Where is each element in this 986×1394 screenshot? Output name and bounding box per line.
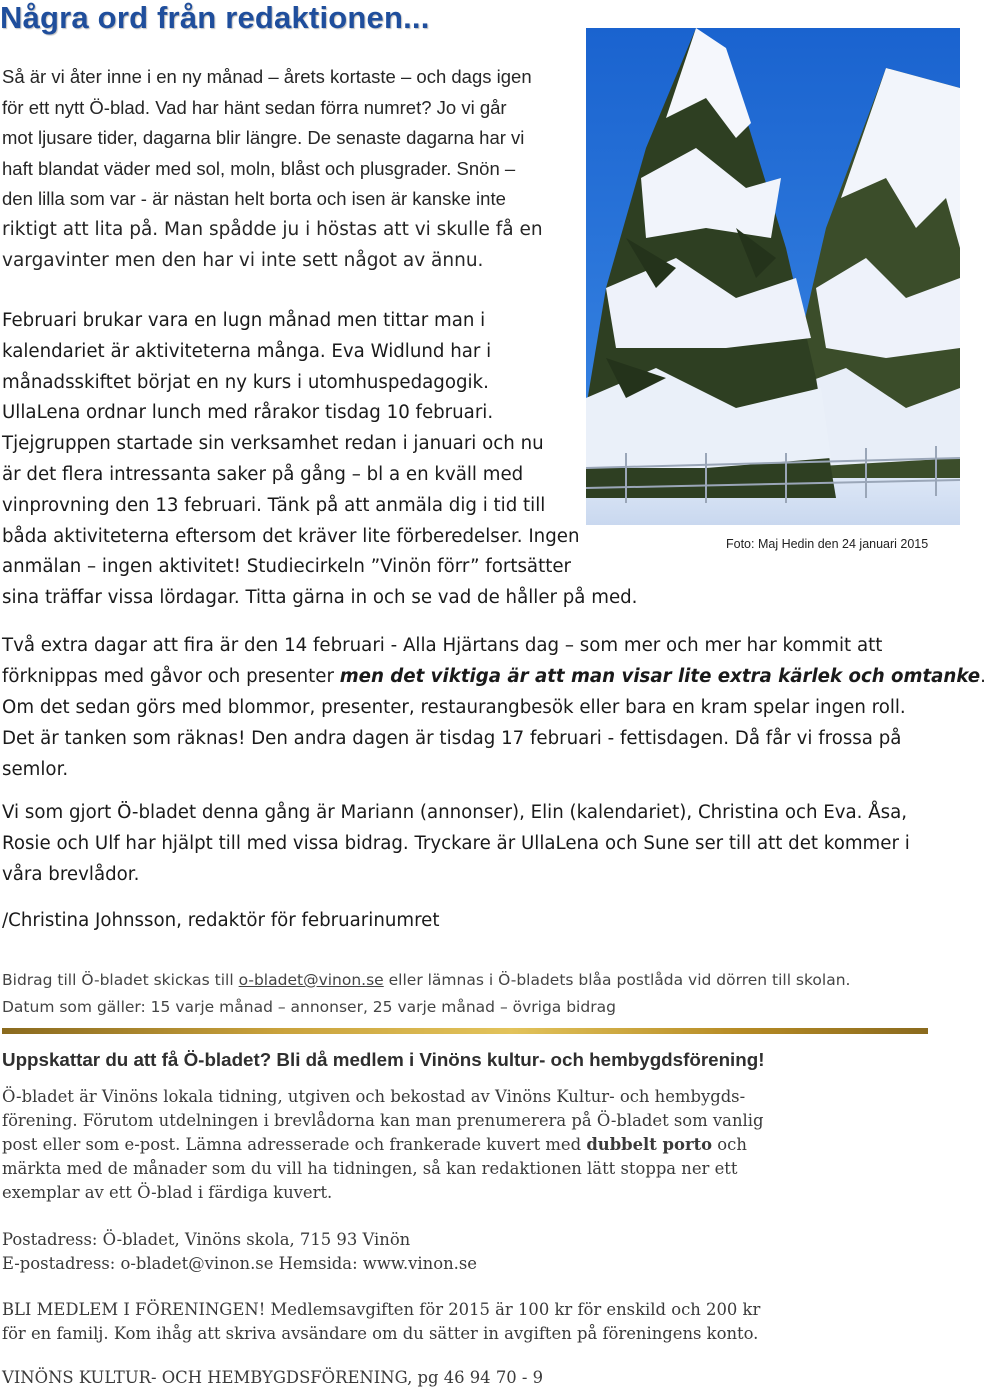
footer-text: VINÖNS KULTUR- OCH HEMBYGDSFÖRENING, pg 46 94 70 - 9 [2,1368,544,1387]
intro-line: mot ljusare tider, dagarna blir längre. De senaste dagarna har vi [2,127,525,149]
submission-info [2,967,850,1021]
intro-line: den lilla som var - är nästan helt borta och isen är kanske inte [2,188,506,210]
email-address: E-postadress: o-bladet@vinon.se Hemsida: www.vinon.se [2,1254,477,1273]
email-link[interactable]: o-bladet@vinon.se [238,971,384,989]
gold-divider [2,1028,928,1034]
february-line: UllaLena ordnar lunch med rårakor tisdag 10 februari. [2,402,494,424]
credits-line: Vi som gjort Ö-bladet denna gång är Mariann (annonser), Elin (kalendariet), Christina och Eva. Åsa, [2,802,908,823]
contact-block [2,1228,477,1276]
february-line: sina träffar vissa lördagar. Titta gärna in och se vad de håller på med. [2,587,638,609]
february-line: kalendariet är aktiviteterna många. Eva Widlund har i [2,340,492,362]
bold-text: dubbelt porto [586,1135,713,1154]
valentine-line: Två extra dagar att fira är den 14 februari - Alla Hjärtans dag – som mer och mer har kommit att [2,635,883,656]
valentine-paragraph [2,630,986,785]
credits-line: våra brevlådor. [2,864,140,885]
photo-caption: Foto: Maj Hedin den 24 januari 2015 [726,537,929,551]
intro-line: riktigt att lita på. Man spådde ju i höstas att vi skulle få en [2,218,543,240]
editor-signature: /Christina Johnsson, redaktör för februarinumret [2,910,440,931]
join-paragraph [2,1298,760,1346]
february-line: båda aktiviteterna eftersom det kräver lite förberedelser. Ingen [2,525,580,547]
february-line: månadsskiftet börjat en ny kurs i utomhuspedagogik. [2,371,489,393]
intro-line: haft blandat väder med sol, moln, blåst och plusgrader. Snön – [2,157,516,179]
credits-paragraph [2,797,942,890]
february-line: är det flera intressanta saker på gång – bl a en kväll med [2,463,524,485]
about-line: Ö-bladet är Vinöns lokala tidning, utgiven och bekostad av Vinöns Kultur- och hembygds- [2,1087,746,1106]
join-line: för en familj. Kom ihåg att skriva avsändare om du sätter in avgiften på föreningens konto. [2,1324,759,1343]
about-line: förening. Förutom utdelningen i brevlådorna kan man prenumerera på Ö-bladet som vanlig [2,1111,764,1130]
membership-heading: Uppskattar du att få Ö-bladet? Bli då medlem i Vinöns kultur- och hembygdsförening! [2,1049,765,1070]
february-line: Februari brukar vara en lugn månad men tittar man i [2,310,486,331]
valentine-line: Om det sedan görs med blommor, presenter, restaurangbesök eller bara en kram spelar ingen roll. [2,697,906,718]
valentine-line: semlor. [2,759,69,780]
about-line: exemplar av ett Ö-blad i färdiga kuvert. [2,1183,333,1202]
intro-paragraph [2,62,577,276]
february-paragraph [2,306,638,614]
intro-line: vargavinter men den har vi inte sett något av ännu. [2,249,484,271]
submission-line: Bidrag till Ö-bladet skickas till o-bladet@vinon.se eller lämnas i Ö-bladets blåa postlåda vid dörren till skolan. [2,971,851,989]
join-line: BLI MEDLEM I FÖRENINGEN! Medlemsavgiften för 2015 är 100 kr för enskild och 200 kr [2,1300,761,1319]
emphasis-text: men det viktiga är att man visar lite extra kärlek och omtanke [339,666,981,687]
deadline-line: Datum som gäller: 15 varje månad – annonser, 25 varje månad – övriga bidrag [2,998,616,1016]
about-paragraph [2,1085,932,1205]
intro-line: för ett nytt Ö-blad. Vad har hänt sedan förra numret? Jo vi går [2,96,507,118]
about-line: märkta med de månader som du vill ha tidningen, så kan redaktionen lätt stoppa ner ett [2,1159,738,1178]
about-line: post eller som e-post. Lämna adresserade och frankerade kuvert med dubbelt porto och [2,1135,747,1154]
snowy-tree-photo [586,28,960,525]
february-line: Tjejgruppen startade sin verksamhet redan i januari och nu [2,433,544,455]
snowy-tree-illustration [586,28,960,525]
valentine-line: förknippas med gåvor och presenter men det viktiga är att man visar lite extra kärlek och omtanke. [2,666,986,687]
valentine-line: Det är tanken som räknas! Den andra dagen är tisdag 17 februari - fettisdagen. Då får vi frossa på [2,728,902,749]
postal-address: Postadress: Ö-bladet, Vinöns skola, 715 93 Vinön [2,1230,411,1249]
february-line: vinprovning den 13 februari. Tänk på att anmäla dig i tid till [2,494,546,516]
page-title: Några ord från redaktionen... [0,0,430,35]
credits-line: Rosie och Ulf har hjälpt till med vissa bidrag. Tryckare är UllaLena och Sune ser till att det kommer i [2,833,910,854]
february-line: anmälan – ingen aktivitet! Studiecirkeln ”Vinön förr” fortsätter [2,556,571,578]
intro-line: Så är vi åter inne i en ny månad – årets kortaste – och dags igen [2,66,532,87]
